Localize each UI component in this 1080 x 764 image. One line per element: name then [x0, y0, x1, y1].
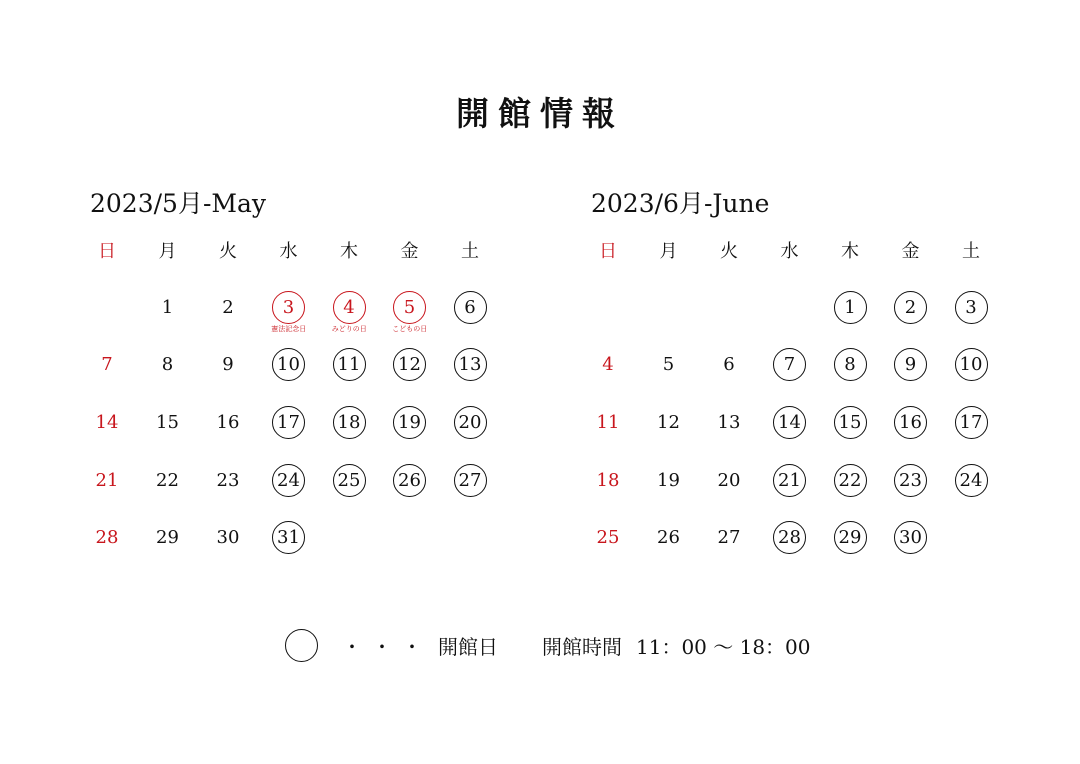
open-day-circle: 24	[955, 464, 988, 497]
open-day-circle: 26	[393, 464, 426, 497]
day-15	[138, 397, 198, 447]
day-27	[699, 513, 759, 563]
day-14	[760, 397, 820, 447]
day-12	[639, 397, 699, 447]
day-15	[820, 397, 880, 447]
day-number: 11	[596, 411, 620, 433]
day-1	[820, 282, 880, 332]
day-9	[881, 340, 941, 390]
day-number: 14	[95, 411, 119, 433]
day-31	[259, 513, 319, 563]
day-12	[380, 340, 440, 390]
day-30	[198, 513, 258, 563]
day-28	[77, 513, 137, 563]
open-day-circle: 17	[955, 406, 988, 439]
day-number: 26	[657, 527, 680, 549]
weekday-header-6: 土	[962, 241, 980, 262]
day-7	[77, 340, 137, 390]
day-18	[578, 455, 638, 505]
day-number: 15	[156, 411, 179, 433]
open-day-circle: 7	[773, 348, 806, 381]
weekday-header-2: 火	[219, 241, 237, 262]
day-5	[639, 340, 699, 390]
day-14	[77, 397, 137, 447]
weekday-header-0: 日	[599, 241, 617, 262]
open-day-circle: 16	[894, 406, 927, 439]
day-20	[699, 455, 759, 505]
day-number: 22	[156, 469, 179, 491]
holiday-note: こどもの日	[392, 325, 428, 333]
day-number: 19	[657, 469, 680, 491]
day-22	[820, 455, 880, 505]
legend-open-label: 開館日	[438, 634, 498, 659]
open-day-circle: 10	[955, 348, 988, 381]
open-day-circle: 23	[894, 464, 927, 497]
open-day-circle: 28	[773, 521, 806, 554]
day-19	[380, 397, 440, 447]
calendar-heading-may: 2023/5月-May	[90, 189, 267, 218]
day-number: 21	[95, 469, 119, 491]
weekday-header-2: 火	[720, 241, 738, 262]
day-11	[578, 397, 638, 447]
day-23	[881, 455, 941, 505]
day-24	[259, 455, 319, 505]
day-number: 29	[156, 527, 179, 549]
day-8	[820, 340, 880, 390]
day-8	[138, 340, 198, 390]
open-day-circle: 14	[773, 406, 806, 439]
weekday-header-3: 水	[780, 241, 799, 262]
weekday-header-0: 日	[98, 241, 116, 262]
weekday-header-6: 土	[461, 241, 479, 262]
weekday-header-1: 月	[659, 241, 678, 262]
day-1	[138, 282, 198, 332]
day-24	[941, 455, 1001, 505]
open-day-circle: 20	[454, 406, 487, 439]
legend-hours-value: 11：00 〜 18：00	[636, 634, 811, 659]
holiday-note: 憲法記念日	[271, 325, 307, 333]
open-day-circle: 18	[333, 406, 366, 439]
day-number: 25	[596, 527, 620, 549]
day-number: 5	[662, 354, 675, 376]
day-number: 6	[723, 354, 735, 376]
day-13	[440, 340, 500, 390]
legend-hours-label: 開館時間	[542, 634, 622, 659]
day-10	[941, 340, 1001, 390]
open-day-circle: 3	[955, 291, 988, 324]
day-9	[198, 340, 258, 390]
day-30	[881, 513, 941, 563]
day-18	[319, 397, 379, 447]
open-day-circle: 17	[272, 406, 305, 439]
day-number: 2	[222, 296, 234, 318]
legend	[285, 627, 811, 663]
day-13	[699, 397, 759, 447]
open-day-circle: 12	[393, 348, 426, 381]
day-6	[699, 340, 759, 390]
day-number: 9	[222, 354, 234, 376]
open-day-circle: 19	[393, 406, 426, 439]
day-17	[941, 397, 1001, 447]
day-3	[941, 282, 1001, 332]
day-number: 18	[596, 469, 620, 491]
weekday-header-3: 水	[279, 241, 298, 262]
day-29	[138, 513, 198, 563]
open-day-circle: 13	[454, 348, 487, 381]
weekday-header-5: 金	[901, 241, 920, 262]
day-17	[259, 397, 319, 447]
day-2	[881, 282, 941, 332]
day-number: 12	[657, 411, 680, 433]
day-number: 4	[602, 354, 614, 376]
day-number: 16	[216, 411, 240, 433]
day-number: 20	[717, 469, 741, 491]
open-day-circle: 3	[272, 291, 305, 324]
open-day-circle-icon	[285, 629, 318, 662]
open-day-circle: 4	[333, 291, 366, 324]
day-10	[259, 340, 319, 390]
open-day-circle: 1	[834, 291, 867, 324]
day-6	[440, 282, 500, 332]
calendar-heading-june: 2023/6月-June	[591, 189, 770, 218]
weekday-header-4: 木	[841, 241, 859, 262]
day-21	[77, 455, 137, 505]
day-number: 1	[161, 296, 174, 318]
open-day-circle: 6	[454, 291, 487, 324]
open-day-circle: 11	[333, 348, 366, 381]
day-number: 8	[161, 354, 174, 376]
open-day-circle: 8	[834, 348, 867, 381]
weekday-header-5: 金	[400, 241, 419, 262]
day-number: 7	[101, 354, 113, 376]
day-21	[760, 455, 820, 505]
day-4	[578, 340, 638, 390]
day-23	[198, 455, 258, 505]
open-day-circle: 24	[272, 464, 305, 497]
day-29	[820, 513, 880, 563]
open-day-circle: 9	[894, 348, 927, 381]
day-16	[881, 397, 941, 447]
day-20	[440, 397, 500, 447]
day-22	[138, 455, 198, 505]
open-day-circle: 5	[393, 291, 426, 324]
page-title: 開館情報	[456, 94, 624, 133]
open-day-circle: 10	[272, 348, 305, 381]
day-25	[578, 513, 638, 563]
day-26	[380, 455, 440, 505]
day-number: 27	[717, 527, 741, 549]
day-11	[319, 340, 379, 390]
open-day-circle: 25	[333, 464, 366, 497]
open-day-circle: 15	[834, 406, 867, 439]
open-day-circle: 27	[454, 464, 487, 497]
day-19	[639, 455, 699, 505]
weekday-header-4: 木	[340, 241, 358, 262]
day-27	[440, 455, 500, 505]
day-28	[760, 513, 820, 563]
day-16	[198, 397, 258, 447]
open-day-circle: 22	[834, 464, 867, 497]
open-day-circle: 21	[773, 464, 806, 497]
day-number: 30	[216, 527, 240, 549]
legend-dots: ・・・	[342, 634, 432, 659]
weekday-header-1: 月	[158, 241, 177, 262]
day-7	[760, 340, 820, 390]
day-25	[319, 455, 379, 505]
open-day-circle: 30	[894, 521, 927, 554]
day-number: 28	[95, 527, 119, 549]
holiday-note: みどりの日	[331, 325, 367, 333]
day-number: 13	[717, 411, 741, 433]
day-number: 23	[216, 469, 240, 491]
open-day-circle: 31	[272, 521, 305, 554]
open-day-circle: 2	[894, 291, 927, 324]
open-day-circle: 29	[834, 521, 867, 554]
day-26	[639, 513, 699, 563]
